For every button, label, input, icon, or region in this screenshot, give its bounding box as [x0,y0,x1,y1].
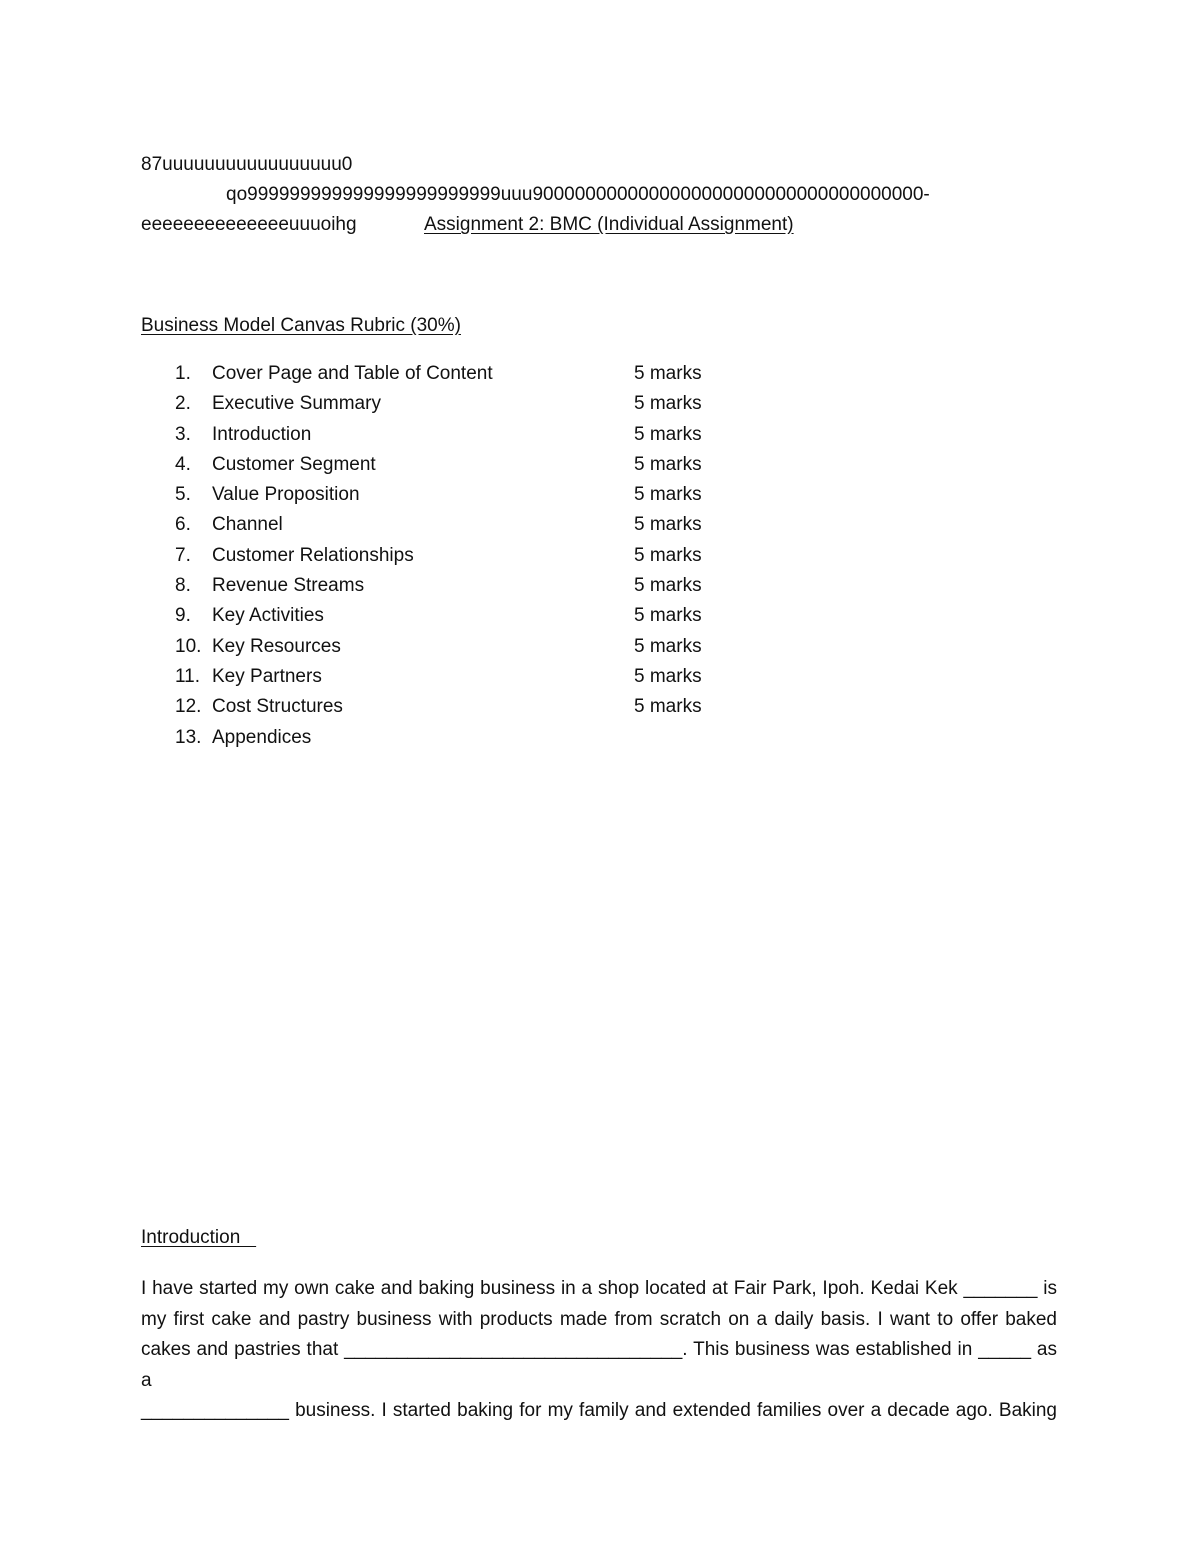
rubric-list [0,362,1200,756]
rubric-item [0,726,1200,756]
rubric-item-label: Revenue Streams [212,575,365,597]
rubric-item-marks: 5 marks [634,363,702,384]
rubric-item [0,513,1200,543]
rubric-item-number: 11. [175,665,201,687]
rubric-item-label: Cover Page and Table of Content [212,363,493,384]
rubric-item-number: 4. [175,453,191,475]
paragraph-line: I have started my own cake and baking business in a shop located at Fair Park, Ipoh. Kedai Kek _______ is [141,1278,1057,1299]
rubric-item-label: Customer Relationships [212,544,414,566]
rubric-item-marks: 5 marks [634,514,702,536]
rubric-item-marks: 5 marks [634,544,702,566]
rubric-item-marks: 5 marks [634,393,702,415]
rubric-item-label: Key Resources [212,635,341,657]
rubric-item [0,695,1200,725]
rubric-item-number: 9. [175,605,191,627]
rubric-item [0,423,1200,453]
rubric-item-number: 12. [175,696,202,718]
rubric-item-number: 6. [175,514,191,536]
rubric-item-number: 1. [175,363,191,384]
rubric-item [0,362,1200,392]
rubric-item-marks: 5 marks [634,605,702,627]
header-text-line-1: 87uuuuuuuuuuuuuuuuu0 [141,154,353,175]
rubric-item-number: 8. [175,575,191,597]
rubric-item-number: 3. [175,423,191,445]
rubric-item [0,453,1200,483]
rubric-item-label: Introduction [212,423,312,445]
rubric-item-label: Channel [212,514,283,536]
rubric-item-label: Key Partners [212,665,322,687]
rubric-item [0,392,1200,422]
header-text-line-3: eeeeeeeeeeeeeeuuuoihg [141,214,357,235]
assignment-title: Assignment 2: BMC (Individual Assignment) [424,214,794,235]
rubric-item-label: Value Proposition [212,484,360,506]
rubric-item-marks: 5 marks [634,665,702,687]
rubric-item-number: 13. [175,726,202,748]
rubric-item-marks: 5 marks [634,423,702,445]
rubric-item-number: 2. [175,393,191,415]
rubric-item-label: Executive Summary [212,393,381,415]
rubric-item-marks: 5 marks [634,484,702,506]
rubric-item [0,635,1200,665]
rubric-item-marks: 5 marks [634,453,702,475]
rubric-item [0,574,1200,604]
rubric-item [0,604,1200,634]
paragraph-line: my first cake and pastry business with products made from scratch on a daily basis. I want to offer baked [141,1308,1057,1330]
introduction-heading: Introduction [141,1227,257,1248]
rubric-item-label: Appendices [212,726,312,748]
rubric-item-label: Cost Structures [212,696,343,718]
rubric-item-number: 5. [175,484,191,506]
rubric-item-marks: 5 marks [634,575,702,597]
paragraph-line: cakes and pastries that ________________________________. This business was established in _____ as a [141,1339,1057,1391]
rubric-item-label: Key Activities [212,605,324,627]
rubric-item-number: 7. [175,544,191,566]
introduction-paragraph [141,1274,1057,1427]
rubric-item-label: Customer Segment [212,453,376,475]
rubric-item [0,544,1200,574]
header-text-line-2: qo999999999999999999999999uuu9000000000000000000000000000000000000- [226,184,930,205]
rubric-item-marks: 5 marks [634,696,702,718]
rubric-heading: Business Model Canvas Rubric (30%) [141,315,461,336]
rubric-item [0,483,1200,513]
rubric-item-number: 10. [175,635,202,657]
rubric-item [0,665,1200,695]
paragraph-line: ______________ business. I started baking for my family and extended families over a decade ago. Baking [141,1400,1057,1421]
rubric-item-marks: 5 marks [634,635,702,657]
